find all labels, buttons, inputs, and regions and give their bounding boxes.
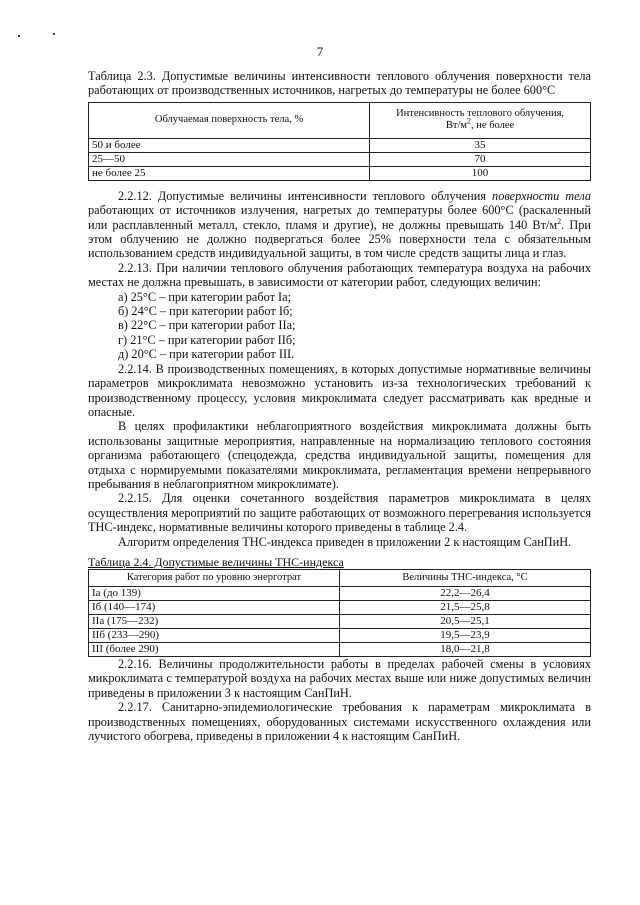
unit-superscript: 2 [467,116,472,126]
column-header-tail: , не более [471,120,515,132]
scan-speck [18,35,20,37]
table-row [89,600,591,614]
table-cell: 18,0—21,8 [340,642,591,656]
table-cell: III (более 290) [89,642,340,656]
paragraph-2-2-17: 2.2.17. Санитарно-эпидемиологические требования к параметрам микроклимата в производственных помещениях, оборудованных системами искусственного охлаждения или лучистого обогрева, приведены в приложении 4 к настоящим СанПиН. [88,700,591,743]
scan-speck [53,33,55,35]
list-item: д) 20°С – при категории работ III. [118,347,295,362]
table-2-4 [88,569,591,657]
table-header-row [89,569,591,586]
paragraph-text: работающих от источников излучения, нагретых до температуры более 600°С (раскаленный или расплавленный металл, стекло, пламя и другие), не должны превышать 140 Вт/м [88,203,591,232]
paragraph-text: . При этом облучению не должно подвергаться более 25% поверхности тела с обязательным использованием средств индивидуальной защиты, в том числе средств защиты лица и глаз. [88,217,591,261]
emphasis-text: поверхности тела [492,188,591,203]
page-number: 7 [316,44,324,59]
table-2-4-caption [88,555,591,569]
list-item: а) 25°С – при категории работ Iа; [118,289,292,304]
table-2-3-caption: Таблица 2.3. Допустимые величины интенсивности теплового облучения поверхности тела работающих от производственных источников, нагретых до температуры не более 600°С [88,69,591,98]
table-cell: 19,5—23,9 [340,628,591,642]
table-row [89,586,591,600]
table-cell: 70 [370,152,591,166]
table-row [89,642,591,656]
paragraph-prophylaxis: В целях профилактики неблагоприятного воздействия микроклимата должны быть использованы защитные мероприятия, направленные на нормализацию теплового состояния организма работающего (спецодежда, средства индивидуальной защиты, помещения для отдыха с нормируемыми показателями микроклимата, регламентация времени непрерывного пребывания в неблагоприятном микроклимате). [88,419,591,491]
table-cell: Iа (до 139) [89,586,340,600]
paragraph-2-2-15: 2.2.15. Для оценки сочетанного воздействия параметров микроклимата в целях осуществления мероприятий по защите работающих от возможного перегревания используется ТНС-индекс, нормативные величины которого приведены в таблице 2.4. [88,491,591,535]
paragraph-2-2-12 [88,189,591,261]
list-item: г) 21°С – при категории работ IIб; [118,332,296,347]
table-row [89,152,591,166]
table-cell: 100 [370,166,591,180]
list-item: б) 24°С – при категории работ Iб; [118,304,293,319]
unit-superscript: 2 [557,216,562,226]
column-header-line1: Интенсивность теплового облучения, [396,108,565,120]
table-row [89,628,591,642]
paragraph-2-2-14: 2.2.14. В производственных помещениях, в которых допустимые нормативные величины параметров микроклимата невозможно установить из-за технологических требований к производственному процессу, условия микроклимата следует рассматривать как вредные и опасные. [88,361,591,419]
table-cell: 22,2—26,4 [340,586,591,600]
table-header-row [89,102,591,138]
table-cell: не более 25 [89,166,370,180]
table-cell: 21,5—25,8 [340,600,591,614]
table-row [89,166,591,180]
table-2-3 [88,102,591,181]
table-row [89,138,591,152]
paragraph-algorithm: Алгоритм определения ТНС-индекса приведен в приложении 2 к настоящим СанПиН. [118,534,572,549]
caption-text: Таблица 2.4. Допустимые величины ТНС-индекса [88,554,344,569]
table-row [89,614,591,628]
document-body [88,69,591,743]
table-cell: Iб (140—174) [89,600,340,614]
column-header: Величины ТНС-индекса, °С [340,569,591,586]
paragraph-2-2-13: 2.2.13. При наличии теплового облучения работающих температура воздуха на рабочих местах не должна превышать, в зависимости от категории работ, следующих величин: [88,260,591,290]
paragraph-2-2-16: 2.2.16. Величины продолжительности работы в пределах рабочей смены в условиях микроклимата с температурой воздуха на рабочих местах выше или ниже допустимых величин приведены в приложении 3 к настоящим СанПиН. [88,656,591,700]
column-header [370,102,591,138]
paragraph-text: 2.2.12. Допустимые величины интенсивности теплового облучения [118,188,493,203]
column-header: Категория работ по уровню энерготрат [89,569,340,586]
table-cell: IIб (233—290) [89,628,340,642]
table-cell: 25—50 [89,152,370,166]
table-cell: 35 [370,138,591,152]
unit-label: Вт/м [445,120,468,132]
table-cell: 20,5—25,1 [340,614,591,628]
list-item: в) 22°С – при категории работ IIа; [118,318,296,333]
table-cell: 50 и более [89,138,370,152]
column-header: Облучаемая поверхность тела, % [89,102,370,138]
table-cell: IIа (175—232) [89,614,340,628]
